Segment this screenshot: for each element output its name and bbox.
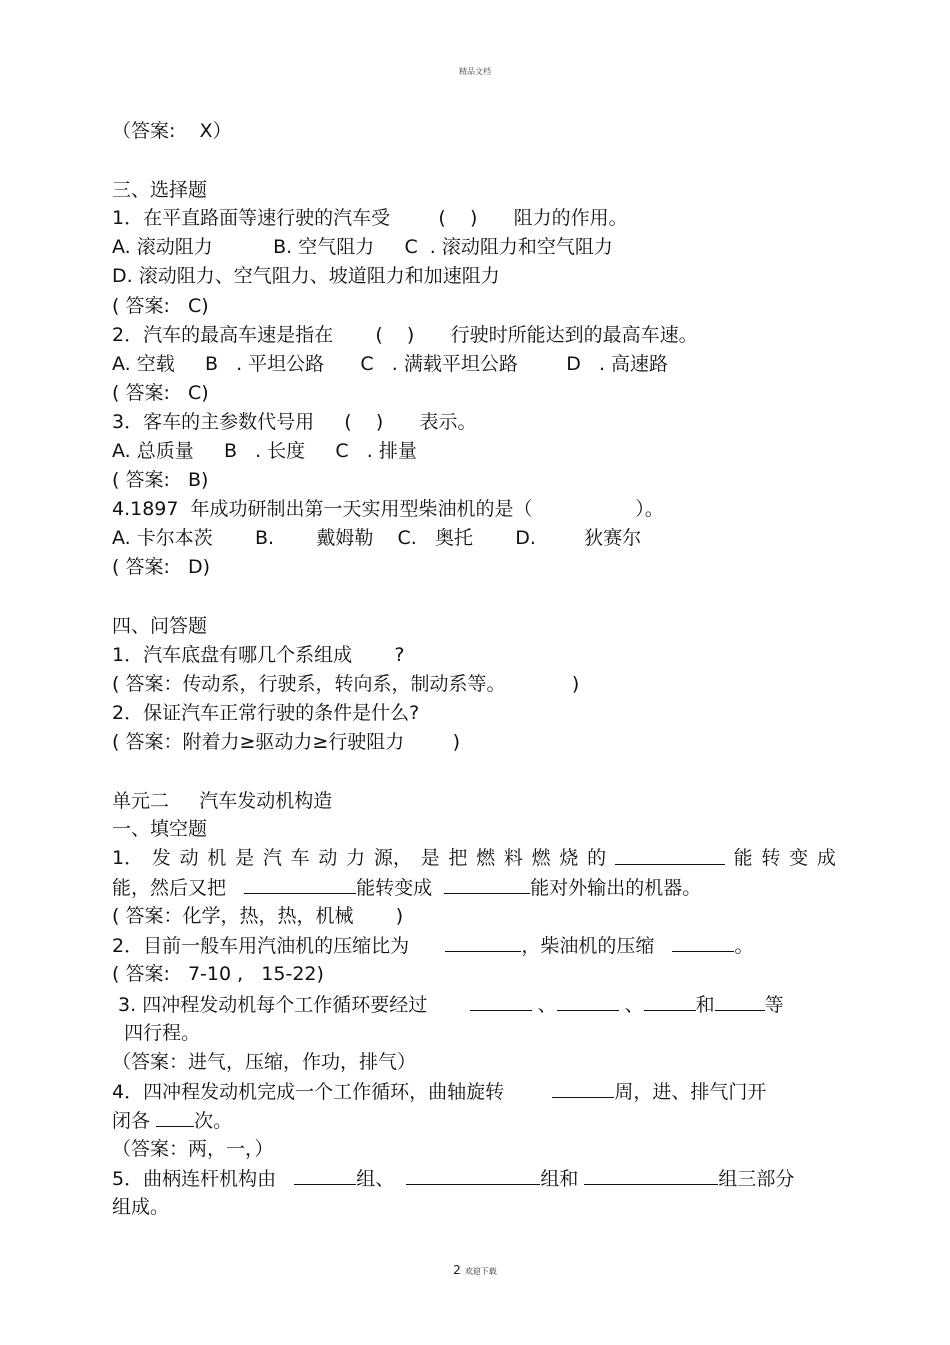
options-4: A. 卡尔本茨 B. 戴姆勒 C. 奥托 D. 狄赛尔	[112, 527, 642, 549]
text-char: 燃	[476, 847, 496, 869]
unit-heading: 单元二 汽车发动机构造	[112, 790, 333, 812]
qa-question-2: 2．保证汽车正常行驶的条件是什么?	[112, 702, 420, 724]
answer-line: ( 答案：传动系，行驶系，转向系，制动系等。 )	[112, 673, 580, 695]
text-char: 是	[420, 847, 440, 869]
option-d-1: D. 滚动阻力、空气阻力、坡道阻力和加速阻力	[112, 265, 500, 287]
text-char: 机	[207, 847, 227, 869]
text-char: 把	[448, 847, 468, 869]
options-2: A. 空载 B . 平坦公路 C . 满载平坦公路 D . 高速路	[112, 353, 669, 375]
blank	[715, 992, 765, 1011]
page-header: 精品文档	[459, 67, 491, 76]
blank	[644, 992, 696, 1011]
fill-question-4: 4．四冲程发动机完成一个工作循环，曲轴旋转 周，进、排气门开	[112, 1081, 767, 1103]
blank	[156, 1108, 194, 1127]
fill-question-5-cont: 组成。	[112, 1196, 170, 1218]
fill-question-5: 5．曲柄连杆机构由 组、 组和 组三部分	[112, 1168, 795, 1190]
qa-question-1: 1．汽车底盘有哪几个系组成 ?	[112, 644, 405, 666]
text-char: 动	[179, 847, 199, 869]
text-char: 烧	[559, 847, 579, 869]
text-char: 汽	[262, 847, 282, 869]
text-char: 变	[789, 847, 809, 869]
blank	[470, 992, 532, 1011]
section-heading-choice: 三、选择题	[112, 179, 208, 201]
blank	[294, 1166, 356, 1185]
section-heading-qa: 四、问答题	[112, 615, 208, 637]
footer-tag: 欢迎下载	[464, 1267, 497, 1276]
text-char: 料	[503, 847, 523, 869]
text-char: 车	[290, 847, 310, 869]
blank	[406, 1166, 540, 1185]
blank	[615, 846, 725, 865]
fill-question-4-cont: 闭各 次。	[112, 1110, 233, 1132]
question-1: 1．在平直路面等速行驶的汽车受 ( ) 阻力的作用。	[112, 207, 628, 229]
text-char: 源，	[373, 847, 412, 869]
question-4: 4.1897 年成功研制出第一天实用型柴油机的是（ ）。	[112, 498, 664, 520]
answer-line: ( 答案: C)	[112, 382, 209, 404]
options-1: A. 滚动阻力 B. 空气阻力 C . 滚动阻力和空气阻力	[112, 236, 613, 258]
answer-line: ( 答案：化学，热，热，机械 )	[112, 905, 404, 927]
text-char: 是	[235, 847, 255, 869]
fill-question-1	[112, 846, 836, 870]
text-char: 力	[346, 847, 366, 869]
fill-question-1-cont: 能，然后又把 能转变成 能对外输出的机器。	[112, 877, 702, 899]
question-2: 2．汽车的最高车速是指在 ( ) 行驶时所能达到的最高车速。	[112, 324, 698, 346]
blank	[557, 992, 619, 1011]
answer-line: ( 答案: D)	[112, 556, 211, 578]
page-footer	[0, 1259, 950, 1278]
answer-line: ( 答案: C)	[112, 295, 209, 317]
fill-question-3-cont: 四行程。	[112, 1022, 201, 1044]
text-char: 的	[587, 847, 607, 869]
blank	[444, 875, 530, 894]
text-char: 发	[151, 847, 171, 869]
text-char: 成	[816, 847, 836, 869]
text-char: 转	[761, 847, 781, 869]
fill-question-2: 2．目前一般车用汽油机的压缩比为 ，柴油机的压缩 。	[112, 935, 754, 957]
text-char: 1．	[112, 847, 144, 869]
answer-line: ( 答案: 7-10 , 15-22)	[112, 963, 324, 985]
text-char: 动	[318, 847, 338, 869]
page-number: 2	[453, 1263, 461, 1277]
blank	[672, 933, 734, 952]
answer-line: ( 答案：附着力≥驱动力≥行驶阻力 )	[112, 731, 461, 753]
blank	[584, 1166, 718, 1185]
options-3: A. 总质量 B . 长度 C . 排量	[112, 440, 417, 462]
section-heading-fill: 一、填空题	[112, 818, 208, 840]
answer-line: （答案：进气，压缩，作功，排气）	[112, 1051, 417, 1073]
fill-question-3: 3. 四冲程发动机每个工作循环要经过 、 、 和 等	[112, 994, 784, 1016]
question-3: 3．客车的主参数代号用 ( ) 表示。	[112, 411, 477, 433]
answer-line: （答案：两，一，）	[112, 1138, 274, 1160]
answer-line: ( 答案: B)	[112, 469, 209, 491]
blank	[244, 875, 356, 894]
answer-line: （答案: X）	[112, 120, 232, 142]
text-char: 能	[733, 847, 753, 869]
blank	[445, 933, 521, 952]
text-char: 燃	[531, 847, 551, 869]
blank	[552, 1079, 614, 1098]
